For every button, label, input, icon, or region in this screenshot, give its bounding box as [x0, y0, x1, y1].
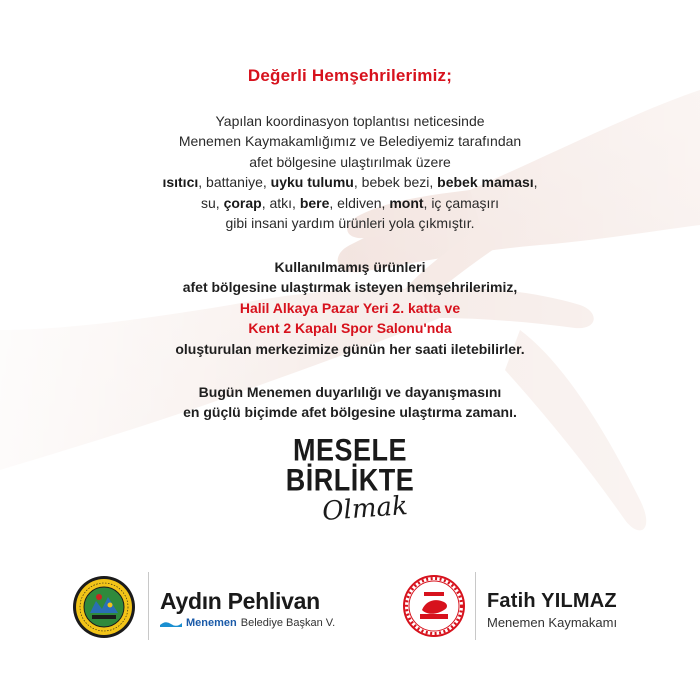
item-highlight: uyku tulumu [270, 174, 354, 191]
item-text: , bebek bezi, [353, 174, 438, 191]
mayor-title: Belediye Başkan V. [240, 617, 336, 629]
mayor-brand: Menemen [186, 617, 237, 629]
coordination-paragraph [50, 111, 650, 233]
para2-line: afet bölgesine ulaştırmak isteyen hemşehrilerimiz, [182, 279, 518, 296]
para1-line: Menemen Kaymakamlığımız ve Belediyemiz tarafından [178, 133, 522, 150]
governor-signature [487, 590, 617, 630]
slogan-line-1: MESELE [292, 432, 408, 468]
location-line: Halil Alkaya Pazar Yeri 2. katta ve [239, 299, 461, 316]
item-text: , eldiven, [329, 194, 390, 211]
wave-icon [160, 620, 182, 627]
mayor-signature [160, 588, 335, 629]
district-governorship-seal-icon [402, 574, 466, 638]
slogan-logo [0, 432, 700, 527]
para3-line: en güçlü biçimde afet bölgesine ulaştırma zamanı. [183, 404, 517, 421]
item-highlight: ısıtıcı [162, 174, 199, 191]
governor-title: Menemen Kaymakamı [487, 615, 618, 630]
governor-name: Fatih YILMAZ [487, 590, 617, 612]
para2-line: Kullanılmamış ürünleri [274, 259, 426, 275]
item-text: , iç çamaşırı [423, 194, 500, 211]
footer-divider [475, 572, 476, 640]
closing-paragraph [40, 382, 660, 423]
item-highlight: bere [299, 194, 330, 211]
para1-line: afet bölgesine ulaştırılmak üzere [249, 153, 451, 170]
location-line: Kent 2 Kapalı Spor Salonu'nda [248, 320, 452, 337]
signature-footer [0, 570, 700, 650]
para3-line: Bugün Menemen duyarlılığı ve dayanışmasını [198, 384, 502, 400]
item-highlight: mont [389, 194, 424, 211]
item-text: , atkı, [261, 194, 300, 211]
para1-line [50, 193, 650, 213]
slogan-line-3: Olmak [321, 491, 409, 527]
item-text: , [533, 174, 538, 191]
mayor-subtitle [160, 617, 335, 629]
para1-line: gibi insani yardım ürünleri yola çıkmıştır. [225, 215, 475, 232]
para2-line: oluşturulan merkezimize günün her saati iletebilirler. [175, 340, 525, 357]
item-highlight: çorap [223, 194, 262, 211]
item-highlight: bebek maması [437, 174, 534, 191]
page-title: Değerli Hemşehrilerimiz; [247, 66, 453, 85]
donation-paragraph [40, 257, 660, 359]
mayor-name: Aydın Pehlivan [160, 588, 320, 614]
menemen-municipality-seal-icon [72, 575, 136, 639]
footer-divider [148, 572, 149, 640]
para1-line: Yapılan koordinasyon toplantısı neticesinde [215, 113, 485, 129]
item-text: , battaniye, [198, 174, 271, 191]
para1-line [50, 172, 650, 192]
slogan-line-2: BİRLİKTE [285, 462, 415, 498]
item-text: su, [200, 194, 224, 211]
